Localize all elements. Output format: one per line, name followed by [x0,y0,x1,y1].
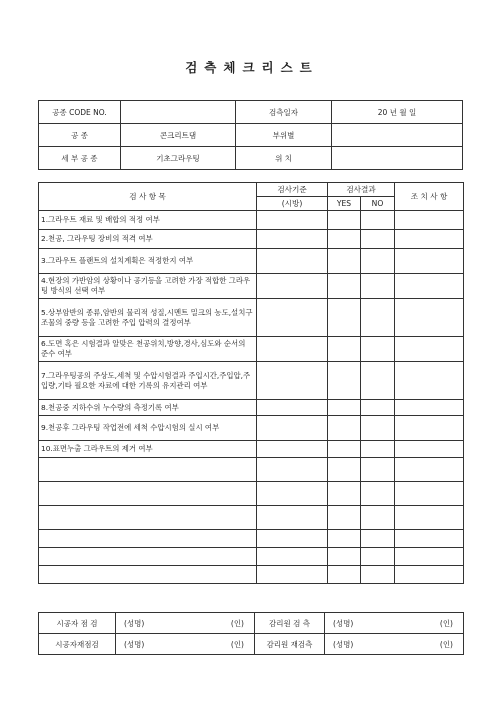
action-cell[interactable] [395,458,464,482]
standard-cell[interactable] [257,458,328,482]
check-item: 10.표면누출 그라우트의 제거 여부 [39,441,257,458]
no-cell[interactable] [361,441,395,458]
supervisor-reinspect-signature[interactable] [325,634,464,655]
contractor-recheck-label: 시공자재점검 [39,634,116,655]
location-label: 위 치 [236,147,332,170]
item-cell[interactable] [39,530,257,548]
signature-table [38,592,464,655]
table-row [39,362,464,400]
location-value[interactable] [332,147,463,170]
empty-row [39,506,464,530]
yes-cell[interactable] [328,249,361,274]
table-row [39,274,464,299]
yes-cell[interactable] [328,211,361,230]
action-cell[interactable] [395,566,464,584]
supervisor-reinspect-label: 감리원 재검측 [255,634,325,655]
table-row [39,249,464,274]
no-cell[interactable] [361,400,395,416]
checklist-table [38,182,464,584]
table-row [39,416,464,441]
work-label: 공 종 [39,124,121,147]
item-cell[interactable] [39,548,257,566]
detail-value[interactable]: 기초그라우팅 [121,147,236,170]
date-value[interactable]: 20 년 월 일 [332,101,463,124]
name-label: (성명) [333,618,354,628]
action-cell[interactable] [395,337,464,362]
check-item: 7.그라우팅공의 주상도,세척 및 수압시험결과 주입시간,주입압,주입량,기타 필요한 자료에 대한 기록의 유지관리 여부 [39,362,257,400]
action-cell[interactable] [395,274,464,299]
standard-cell[interactable] [257,211,328,230]
info-table [38,100,463,170]
no-cell[interactable] [361,249,395,274]
yes-cell[interactable] [328,362,361,400]
code-label: 공종 CODE NO. [39,101,121,124]
empty-row [39,482,464,506]
col-standard-sub: (시방) [257,197,328,211]
check-item: 9.천공후 그라우팅 작업전에 세척 수압시험의 실시 여부 [39,416,257,441]
yes-cell[interactable] [328,530,361,548]
no-cell[interactable] [361,211,395,230]
table-row [39,337,464,362]
contractor-check-label: 시공자 점 검 [39,613,116,634]
yes-cell[interactable] [328,566,361,584]
check-item: 3.그라우트 플랜트의 설치계획은 적정한지 여부 [39,249,257,274]
name-label: (성명) [124,618,145,628]
name-label: (성명) [333,639,354,649]
item-cell[interactable] [39,458,257,482]
table-row [39,230,464,249]
standard-cell[interactable] [257,548,328,566]
standard-cell[interactable] [257,337,328,362]
standard-cell[interactable] [257,441,328,458]
check-item: 6.도면 혹은 시험결과 알맞은 천공위치,방향,경사,심도와 순서의 준수 여부 [39,337,257,362]
action-cell[interactable] [395,249,464,274]
standard-cell[interactable] [257,530,328,548]
action-cell[interactable] [395,482,464,506]
part-value[interactable] [332,124,463,147]
yes-cell[interactable] [328,458,361,482]
action-cell[interactable] [395,211,464,230]
no-cell[interactable] [361,482,395,506]
no-cell[interactable] [361,299,395,337]
action-cell[interactable] [395,416,464,441]
check-item: 2.천공, 그라우팅 장비의 적격 여부 [39,230,257,249]
empty-row [39,548,464,566]
table-row [39,441,464,458]
col-standard-header: 검사기준 [257,183,328,197]
no-cell[interactable] [361,566,395,584]
yes-cell[interactable] [328,274,361,299]
col-action-header: 조 치 사 항 [395,183,464,211]
no-cell[interactable] [361,230,395,249]
standard-cell[interactable] [257,506,328,530]
standard-cell[interactable] [257,230,328,249]
col-result-header: 검사결과 [328,183,395,197]
no-cell[interactable] [361,416,395,441]
no-cell[interactable] [361,274,395,299]
standard-cell[interactable] [257,362,328,400]
yes-cell[interactable] [328,400,361,416]
supervisor-inspect-signature[interactable] [325,613,464,634]
no-cell[interactable] [361,548,395,566]
table-row [39,400,464,416]
action-cell[interactable] [395,362,464,400]
part-label: 부위별 [236,124,332,147]
table-row [39,211,464,230]
seal-label: (인) [439,618,453,628]
yes-cell[interactable] [328,337,361,362]
page-title: 검측체크리스트 [185,60,319,75]
contractor-recheck-signature[interactable] [116,634,255,655]
empty-row [39,566,464,584]
item-cell[interactable] [39,566,257,584]
work-value[interactable]: 콘크리트댐 [121,124,236,147]
item-cell[interactable] [39,506,257,530]
seal-label: (인) [230,639,244,649]
name-label: (성명) [124,639,145,649]
standard-cell[interactable] [257,299,328,337]
empty-row [39,458,464,482]
no-cell[interactable] [361,506,395,530]
contractor-check-signature[interactable] [116,613,255,634]
date-label: 검측일자 [236,101,332,124]
check-item: 8.천공중 지하수위 누수량의 측정기록 여부 [39,400,257,416]
seal-label: (인) [439,639,453,649]
yes-cell[interactable] [328,299,361,337]
standard-cell[interactable] [257,274,328,299]
no-cell[interactable] [361,337,395,362]
yes-cell[interactable] [328,230,361,249]
action-cell[interactable] [395,506,464,530]
standard-cell[interactable] [257,416,328,441]
standard-cell[interactable] [257,249,328,274]
col-no-header: NO [361,197,395,211]
standard-cell[interactable] [257,400,328,416]
action-cell[interactable] [395,400,464,416]
col-yes-header: YES [328,197,361,211]
code-value[interactable] [121,101,236,124]
action-cell[interactable] [395,530,464,548]
yes-cell[interactable] [328,548,361,566]
no-cell[interactable] [361,530,395,548]
action-cell[interactable] [395,299,464,337]
col-item-header: 검 사 항 목 [39,183,257,211]
check-item: 4.현장의 가반암의 상황이나 공기등을 고려한 가장 적합한 그라우팅 방식의 선택 여부 [39,274,257,299]
empty-row [39,530,464,548]
seal-label: (인) [230,618,244,628]
no-cell[interactable] [361,458,395,482]
yes-cell[interactable] [328,506,361,530]
item-cell[interactable] [39,482,257,506]
check-item: 5.상부암반의 종류,암반의 물리적 성질,시멘트 밀크의 농도,설치구조물의 중량 등을 고려한 주입 압력의 결정여부 [39,299,257,337]
action-cell[interactable] [395,441,464,458]
detail-label: 세 부 공 종 [39,147,121,170]
standard-cell[interactable] [257,482,328,506]
no-cell[interactable] [361,362,395,400]
table-row [39,299,464,337]
standard-cell[interactable] [257,566,328,584]
action-cell[interactable] [395,230,464,249]
yes-cell[interactable] [328,416,361,441]
yes-cell[interactable] [328,441,361,458]
check-item: 1.그라우트 재료 및 배합의 적정 여부 [39,211,257,230]
yes-cell[interactable] [328,482,361,506]
supervisor-inspect-label: 감리원 검 측 [255,613,325,634]
action-cell[interactable] [395,548,464,566]
